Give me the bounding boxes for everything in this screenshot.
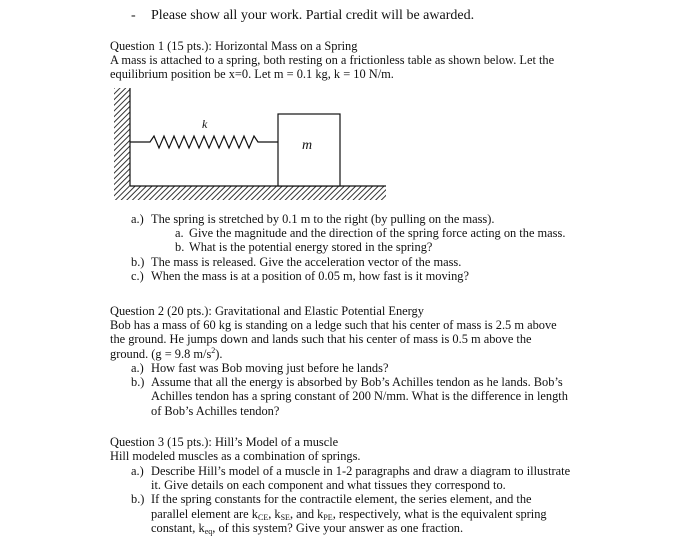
item-text: Assume that all the energy is absorbed by Bob’s Achilles tendon as he lands. Bob’s (151, 375, 563, 390)
question-3-title: Question 3 (15 pts.): Hill’s Model of a muscle (110, 435, 339, 449)
item-text-cont: constant, $k_{eq}$, of this system? Give your answer as one fraction. (151, 520, 464, 536)
item-text: What is the potential energy stored in the spring? (189, 240, 433, 255)
wall (114, 88, 130, 200)
item-label: b.) (131, 375, 145, 390)
spring-label: k (202, 117, 208, 131)
item-text: Give the magnitude and the direction of the spring force acting on the mass. (189, 226, 566, 241)
item-label: a.) (131, 361, 144, 375)
spring (130, 136, 278, 148)
question-1-body-line-1: A mass is attached to a spring, both resting on a frictionless table as shown below. Let the (110, 53, 555, 68)
instruction-line (131, 7, 474, 24)
item-text: The spring is stretched by 0.1 m to the right (by pulling on the mass). (151, 212, 495, 226)
item-text: If the spring constants for the contractile element, the series element, and the (151, 492, 532, 507)
spring-mass-diagram (110, 86, 390, 202)
item-label: a.) (131, 212, 144, 226)
item-text: The mass is released. Give the acceleration vector of the mass. (151, 254, 462, 269)
item-label: a. (175, 226, 184, 241)
floor (130, 186, 386, 200)
item-label: b. (175, 240, 185, 255)
question-2-body-line-2: the ground. He jumps down and lands such that his center of mass is 0.5 m above the (110, 332, 532, 347)
question-1-title: Question 1 (15 pts.): Horizontal Mass on a Spring (110, 39, 358, 53)
question-1-body-line-2: equilibrium position be x=0. Let m = 0.1 kg, k = 10 N/m. (110, 67, 394, 82)
item-label: c.) (131, 268, 144, 283)
item-label: a.) (131, 464, 144, 478)
item-text: When the mass is at a position of 0.05 m, how fast is it moving? (151, 268, 469, 283)
instruction-bullet: - (131, 8, 136, 23)
question-3-body: Hill modeled muscles as a combination of springs. (110, 449, 361, 464)
question-2-body-line-3: ground. (g = 9.8 $m/s^2$). (110, 345, 223, 361)
item-text: Describe Hill’s model of a muscle in 1-2 paragraphs and draw a diagram to illustrate (151, 464, 571, 478)
question-3-header (110, 435, 361, 463)
item-text-cont: Achilles tendon has a spring constant of 200 N/mm. What is the difference in length (151, 389, 568, 404)
question-1-header (110, 39, 554, 82)
item-label: b.) (131, 254, 145, 269)
item-text: How fast was Bob moving just before he lands? (151, 361, 389, 375)
question-2-title: Question 2 (20 pts.): Gravitational and Elastic Potential Energy (110, 304, 424, 318)
question-2-header (110, 304, 557, 361)
item-label: b.) (131, 492, 145, 507)
item-text-cont: it. Give details on each component and what tissues they correspond to. (151, 478, 506, 493)
question-2-body-line-1: Bob has a mass of 60 kg is standing on a ledge such that his center of mass is 2.5 m above (110, 318, 557, 333)
mass-label: m (302, 138, 313, 153)
item-text-cont: of Bob’s Achilles tendon? (151, 403, 280, 418)
instruction-text: Please show all your work. Partial credit will be awarded. (151, 8, 475, 23)
item-text-cont: parallel element are $k_{CE}$, $k_{SE}$, and $k_{PE}$, respectively, what is the equivalent spring (151, 506, 547, 522)
